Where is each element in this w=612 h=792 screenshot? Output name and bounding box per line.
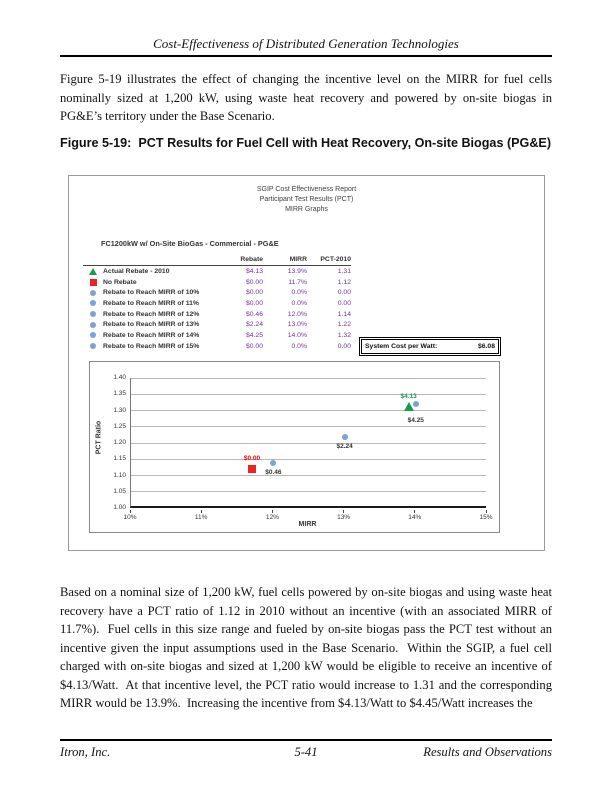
y-tick-label: 1.30 (113, 406, 126, 414)
gridline (131, 394, 486, 395)
gridline (131, 443, 486, 444)
pct-value: 1.22 (337, 321, 351, 329)
mirr-value: 0.0% (291, 342, 307, 350)
y-tick-label: 1.20 (113, 439, 126, 446)
rebate-value: $0.00 (245, 278, 263, 286)
rebate-column-header: Rebate (240, 255, 263, 263)
figure-table-body (83, 266, 351, 352)
point-label: $4.25 (407, 417, 424, 424)
gridline (131, 475, 486, 476)
footer-section: Results and Observations (423, 745, 552, 759)
report-title-line: MIRR Graphs (285, 206, 328, 213)
figure-5-19 (68, 175, 545, 551)
x-tick-label: 15% (479, 514, 493, 521)
footer-rule (60, 739, 552, 741)
pct-value: 0.00 (337, 289, 351, 297)
marker-cell (83, 279, 103, 286)
system-cost-value: $6.08 (477, 343, 495, 350)
marker-cell (83, 343, 103, 349)
rebate-value: $0.00 (245, 289, 263, 297)
x-tick-label: 11% (194, 514, 208, 521)
x-tick-label: 13% (337, 514, 351, 521)
page-footer (60, 745, 552, 760)
mirr-column-header: MIRR (289, 255, 307, 263)
x-tick-mark (343, 510, 344, 513)
mirr-value: 11.7% (288, 278, 307, 286)
rebate-value: $0.00 (245, 342, 263, 350)
circle-blue-icon (90, 332, 96, 338)
y-tick-label: 1.15 (113, 455, 126, 463)
table-row (83, 341, 351, 352)
x-tick-mark (201, 510, 202, 513)
gridline (131, 491, 486, 492)
footer-company: Itron, Inc. (60, 745, 111, 759)
system-cost-box (359, 337, 501, 356)
pct-column-header: PCT-2010 (320, 255, 351, 263)
figure-subtitle: FC1200kW w/ On-Site BioGas - Commercial - PG&E (101, 239, 279, 248)
table-row (83, 330, 351, 341)
gridline (131, 378, 486, 379)
figure-table (83, 253, 351, 352)
square-red-icon (90, 279, 97, 286)
point-label: $4.13 (400, 393, 417, 401)
point-label: $0.46 (265, 468, 282, 476)
gridline (131, 426, 486, 427)
row-label: Rebate to Reach MIRR of 11% (103, 299, 199, 307)
circle-blue-icon (90, 290, 96, 296)
pct-value: 0.00 (337, 299, 351, 307)
pct-value: 1.14 (337, 310, 351, 318)
row-label: Rebate to Reach MIRR of 14% (103, 331, 200, 339)
x-tick-label: 14% (408, 514, 422, 521)
pct-value: 1.12 (337, 278, 351, 286)
point-label: $2.24 (336, 442, 353, 450)
gridline (131, 459, 486, 460)
system-cost-label: System Cost per Watt: (365, 343, 438, 350)
rebate-value: $4.25 (245, 331, 263, 339)
mirr-value: 14.0% (287, 331, 307, 339)
y-tick-label: 1.05 (113, 487, 126, 495)
pct-value: 0.00 (337, 342, 351, 350)
rebate-value: $0.46 (245, 310, 263, 318)
table-row (83, 319, 351, 330)
rebate-value: $4.13 (245, 267, 263, 275)
mirr-chart (89, 361, 500, 533)
table-row (83, 309, 351, 320)
y-tick-label: 1.40 (113, 374, 126, 381)
figure-caption: Figure 5-19: PCT Results for Fuel Cell with Heat Recovery, On-site Biogas (PG&E) (60, 136, 552, 150)
point-label: $0.00 (243, 455, 261, 462)
pct-value: 1.32 (337, 331, 351, 339)
table-row (83, 287, 351, 298)
y-tick-label: 1.00 (113, 504, 126, 511)
row-label: No Rebate (103, 278, 137, 286)
table-row (83, 277, 351, 288)
rebate-value: $0.00 (245, 299, 263, 307)
report-title-line: Participant Test Results (PCT) (259, 196, 354, 203)
marker-cell (83, 300, 103, 306)
mirr-value: 0.0% (291, 299, 307, 307)
y-tick-label: 1.10 (113, 471, 126, 479)
header-rule (60, 55, 552, 57)
triangle-green-icon (89, 268, 97, 275)
x-tick-label: 10% (123, 514, 137, 521)
x-tick-mark (486, 510, 487, 513)
square-marker (248, 465, 256, 473)
row-label: Rebate to Reach MIRR of 13% (103, 321, 200, 329)
figure-report-title (69, 185, 544, 215)
page-header-title: Cost-Effectiveness of Distributed Generation Technologies (153, 36, 459, 51)
x-axis-title: MIRR (298, 521, 317, 528)
x-tick-mark (272, 510, 273, 513)
row-label: Rebate to Reach MIRR of 12% (103, 310, 200, 318)
x-tick-label: 12% (265, 514, 279, 521)
marker-cell (83, 322, 103, 328)
y-tick-label: 1.35 (113, 390, 126, 398)
rebate-value: $2.24 (245, 321, 263, 329)
marker-cell (83, 332, 103, 338)
x-tick-mark (414, 510, 415, 513)
marker-cell (83, 268, 103, 275)
table-row (83, 266, 351, 277)
row-label: Actual Rebate - 2010 (103, 267, 170, 275)
marker-cell (83, 311, 103, 317)
plot-area (130, 378, 486, 508)
y-axis-title: PCT Ratio (95, 420, 103, 455)
circle-blue-icon (90, 343, 96, 349)
table-header-row (83, 253, 351, 266)
pct-value: 1.31 (337, 267, 351, 275)
circle-marker (413, 401, 419, 407)
marker-cell (83, 290, 103, 296)
circle-blue-icon (90, 322, 96, 328)
analysis-paragraph: Based on a nominal size of 1,200 kW, fuel cells powered by on-site biogas and using waste heat recovery have a PCT ratio of 1.12 in 2010 without an incentive (with an associated MIRR of 11.7%). Fuel cells in this size range and fueled by on-site biogas pass the PCT test without an incentive given the input assumptions used in the Base Scenario. Within the SGIP, a fuel cell charged with on-site biogas and sized at 1,200 kW would be eligible to receive an incentive of $4.13/Watt. At that incentive level, the PCT ratio would increase to 1.31 and the corresponding MIRR would be 13.9%. Increasing the incentive from $4.13/Watt to $4.45/Watt increases the (60, 585, 552, 710)
circle-marker (342, 434, 348, 440)
row-label: Rebate to Reach MIRR of 10% (103, 289, 200, 297)
circle-marker (270, 460, 276, 466)
footer-page-number: 5-41 (294, 745, 318, 759)
mirr-value: 13.9% (287, 267, 307, 275)
mirr-value: 0.0% (291, 289, 307, 297)
y-tick-label: 1.25 (113, 422, 126, 430)
mirr-value: 13.0% (287, 321, 307, 329)
circle-blue-icon (90, 300, 96, 306)
gridline (131, 410, 486, 411)
intro-paragraph: Figure 5-19 illustrates the effect of changing the incentive level on the MIRR for fuel cells nominally sized at 1,200 kW, using waste heat recovery and powered by on-site biogas in PG&E’s territory under the Base Scenario. (60, 72, 552, 123)
table-row (83, 298, 351, 309)
row-label: Rebate to Reach MIRR of 15% (103, 342, 200, 350)
circle-blue-icon (90, 311, 96, 317)
mirr-value: 12.0% (287, 310, 307, 318)
x-tick-mark (130, 510, 131, 513)
report-title-line: SGIP Cost Effectiveness Report (256, 186, 357, 193)
